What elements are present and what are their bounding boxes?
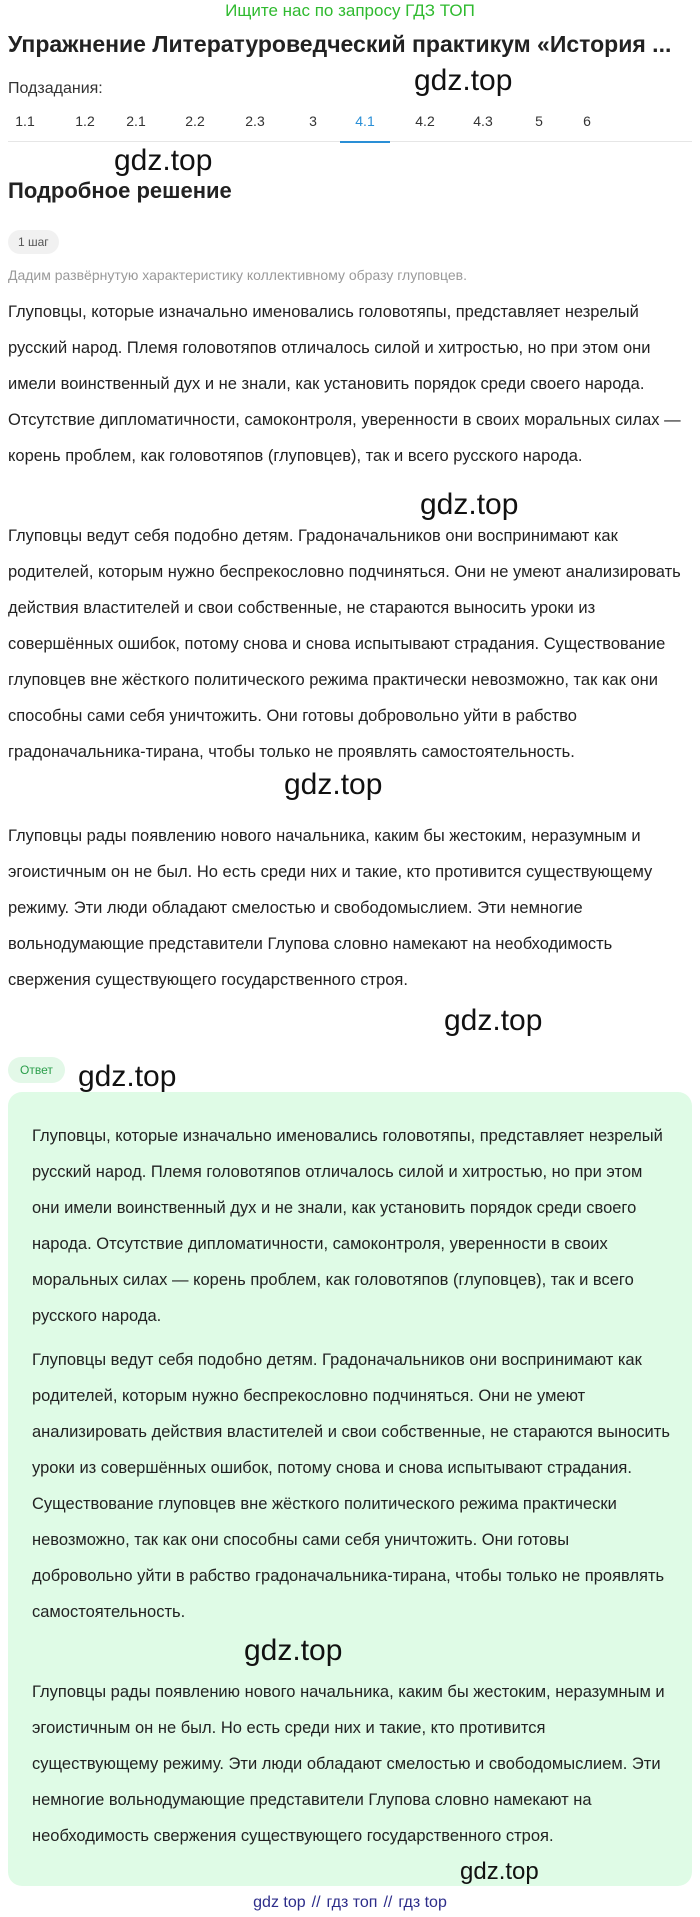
watermark: gdz.top (244, 1634, 343, 1667)
tab-2-2[interactable]: 2.2 (185, 113, 205, 129)
subtasks-label: Подзадания: (8, 80, 103, 97)
footer-separator: // (311, 1894, 321, 1911)
subtask-tabs (8, 106, 692, 142)
tab-1-1[interactable]: 1.1 (15, 113, 35, 129)
step-note: Дадим развёрнутую характеристику коллективному образу глуповцев. (8, 267, 467, 283)
tab-6[interactable]: 6 (583, 113, 591, 129)
watermark: gdz.top (444, 1004, 543, 1037)
page-title: Упражнение Литературоведческий практикум «История ... (8, 31, 672, 57)
watermark: gdz.top (284, 768, 383, 801)
tab-2-3[interactable]: 2.3 (245, 113, 265, 129)
footer-link[interactable]: гдз топ (326, 1894, 378, 1911)
tab-4-1[interactable]: 4.1 (340, 106, 390, 142)
answer-paragraph: Глуповцы, которые изначально именовались головотяпы, представляет незрелый русский народ. Племя головотяпов отличалось силой и хитростью, но при этом они имели воинственный дух и не знали, как установить порядок среди своего народа. Отсутствие дипломатичности, самоконтроля, уверенности в своих моральных силах — корень проблем, как головотяпов (глуповцев), так и всего русского народа. (32, 1127, 663, 1325)
tab-1-2[interactable]: 1.2 (75, 113, 95, 129)
tab-4-2[interactable]: 4.2 (415, 113, 435, 129)
watermark: gdz.top (414, 64, 513, 97)
watermark: gdz.top (460, 1858, 539, 1885)
answer-paragraph: Глуповцы рады появлению нового начальника, каким бы жестоким, неразумным и эгоистичным он не был. Но есть среди них и такие, кто противится существующему режиму. Эти люди обладают смелостью и свободомыслием. Эти немногие вольнодумающие представители Глупова словно намекают на необходимость свержения существующего государственного строя. (32, 1683, 665, 1845)
solution-paragraph: Глуповцы рады появлению нового начальника, каким бы жестоким, неразумным и эгоистичным он не был. Но есть среди них и такие, кто противится существующему режиму. Эти люди обладают смелостью и свободомыслием. Эти немногие вольнодумающие представители Глупова словно намекают на необходимость свержения существующего государственного строя. (8, 827, 653, 989)
watermark: gdz.top (420, 488, 519, 521)
tab-5[interactable]: 5 (535, 113, 543, 129)
footer-separator: // (383, 1894, 393, 1911)
footer-link[interactable]: gdz top (253, 1894, 306, 1911)
tab-3[interactable]: 3 (309, 113, 317, 129)
search-banner: Ищите нас по запросу ГДЗ ТОП (225, 1, 475, 20)
tab-4-3[interactable]: 4.3 (473, 113, 493, 129)
tab-2-1[interactable]: 2.1 (126, 113, 146, 129)
step-badge: 1 шаг (8, 230, 59, 254)
solution-paragraph: Глуповцы ведут себя подобно детям. Градоначальников они воспринимают как родителей, которым нужно беспрекословно подчиняться. Они не умеют анализировать действия властителей и свои собственные, не стараются выносить уроки из совершённых ошибок, потому снова и снова испытывают страдания. Существование глуповцев вне жёсткого политического режима практически невозможно, так как они способны сами себя уничтожить. Они готовы добровольно уйти в рабство градоначальника-тирана, чтобы только не проявлять самостоятельность. (8, 527, 681, 761)
footer-link[interactable]: гдз top (398, 1894, 447, 1911)
footer-links (0, 1892, 700, 1914)
solution-paragraph: Глуповцы, которые изначально именовались головотяпы, представляет незрелый русский народ. Племя головотяпов отличалось силой и хитростью, но при этом они имели воинственный дух и не знали, как установить порядок среди своего народа. Отсутствие дипломатичности, самоконтроля, уверенности в своих моральных силах — корень проблем, как головотяпов (глуповцев), так и всего русского народа. (8, 303, 681, 465)
answer-badge: Ответ (8, 1057, 65, 1083)
watermark: gdz.top (114, 144, 213, 177)
watermark: gdz.top (78, 1060, 177, 1093)
answer-paragraph: Глуповцы ведут себя подобно детям. Градоначальников они воспринимают как родителей, которым нужно беспрекословно подчиняться. Они не умеют анализировать действия властителей и свои собственные, не стараются выносить уроки из совершённых ошибок, потому снова и снова испытывают страдания. Существование глуповцев вне жёсткого политического режима практически невозможно, так как они способны сами себя уничтожить. Они готовы добровольно уйти в рабство градоначальника-тирана, чтобы только не проявлять самостоятельность. (32, 1351, 670, 1621)
section-title: Подробное решение (8, 178, 232, 203)
